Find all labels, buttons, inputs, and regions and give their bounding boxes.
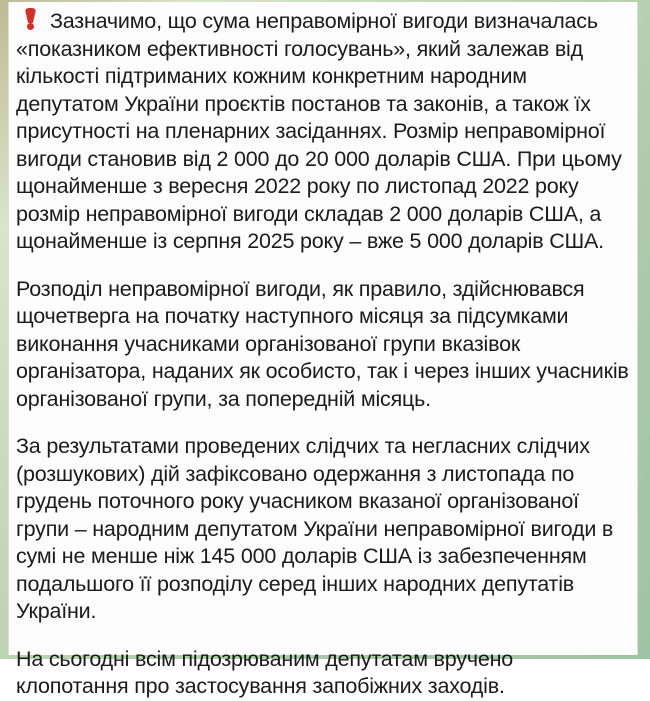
message-paragraph <box>16 646 629 701</box>
paragraph-text: На сьогодні всім підозрюваним депутатам вручено клопотання про застосування запобіжних заходів. <box>16 646 514 698</box>
paragraph-text: За результатами проведених слідчих та негласних слідчих (розшукових) дій зафіксовано одержання з листопада по грудень поточного року учасником вказаної організованої групи – народним депутатом України неправомірної вигоди в сумі не менше ніж 145 000 доларів США із забезпеченням подальшого її розподілу серед інших народних депутатів України. <box>16 434 614 623</box>
message-bubble <box>8 2 638 698</box>
message-paragraph <box>16 276 629 414</box>
paragraph-text: Розподіл неправомірної вигоди, як правило, здійснювався щочетверга на початку наступного місяця за підсумками виконання учасниками організованої групи вказівок організатора, наданих як особисто, так і через інших учасників організованої групи, за попередній місяць. <box>16 276 629 411</box>
message-paragraph <box>16 8 629 256</box>
paragraph-text: Зазначимо, що сума неправомірної вигоди визначалась «показником ефективності голосувань», який залежав від кількості підтриманих кожним конкретним народним депутатом України проєктів постанов та законів, а також їх присутності на пленарних засіданнях. Розмір неправомірної вигоди становив від 2 000 до 20 000 доларів США. При цьому щонайменше з вересня 2022 року по листопад 2022 року розмір неправомірної вигоди складав 2 000 доларів США, а щонайменше із серпня 2025 року – вже 5 000 доларів США. <box>16 9 622 253</box>
exclamation-icon <box>22 8 39 30</box>
message-paragraph <box>16 433 629 626</box>
